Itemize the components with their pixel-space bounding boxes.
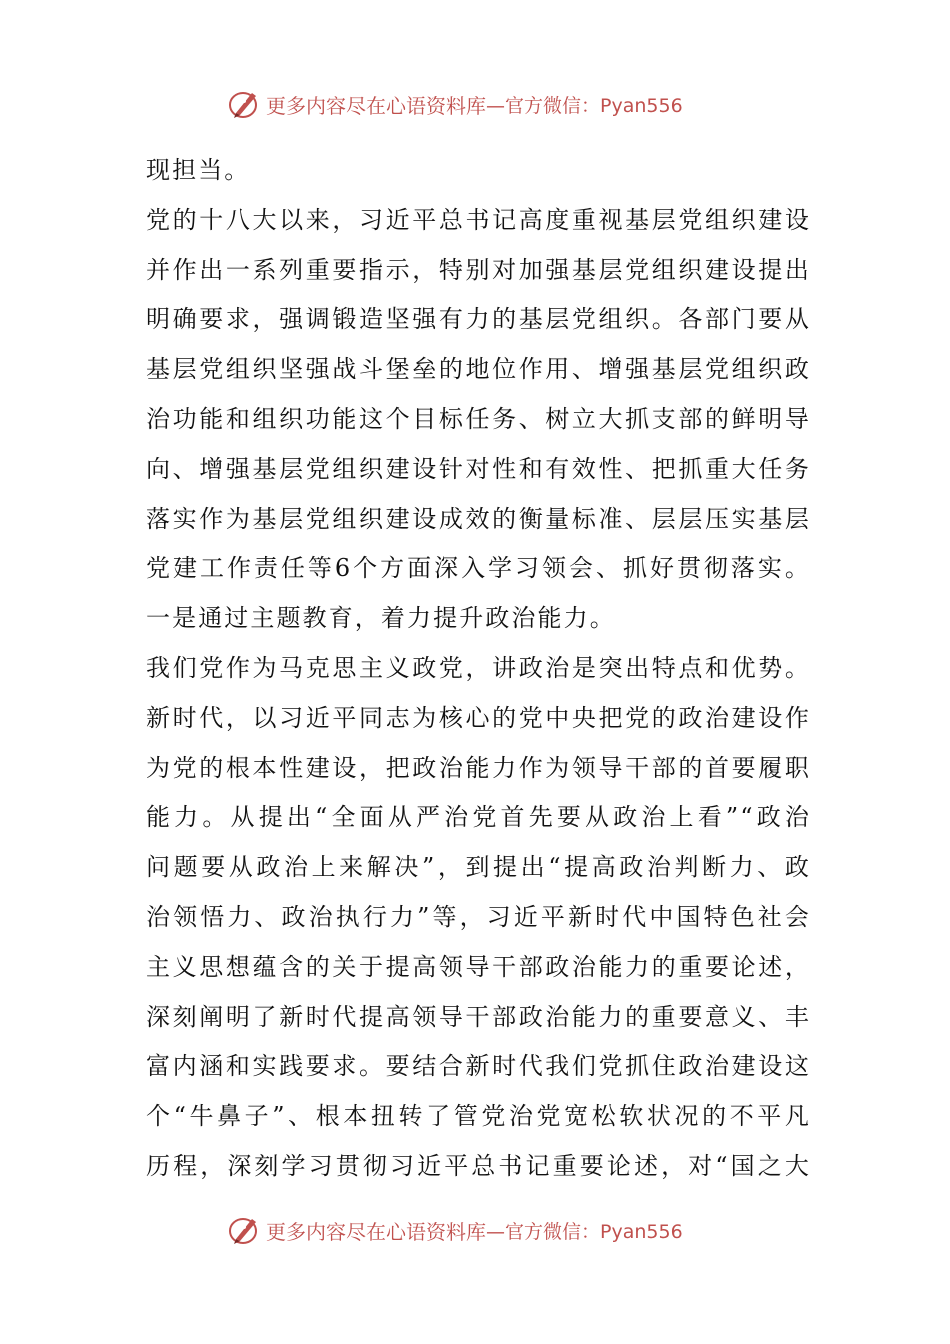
text-line: 党的十八大以来，习近平总书记高度重视基层党组织建设: [146, 205, 811, 234]
text-line: 问题要从政治上来解决”，到提出“提高政治判断力、政: [146, 853, 811, 882]
text-line: 党建工作责任等6个方面深入学习领会、抓好贯彻落实。: [146, 554, 811, 583]
text-line: 落实作为基层党组织建设成效的衡量标准、层层压实基层: [146, 504, 811, 533]
text-line: 历程，深刻学习贯彻习近平总书记重要论述，对“国之大: [146, 1151, 811, 1180]
text-line: 富内涵和实践要求。要结合新时代我们党抓住政治建设这: [146, 1052, 811, 1081]
text-line: 深刻阐明了新时代提高领导干部政治能力的重要意义、丰: [146, 1002, 811, 1031]
footer-watermark: [228, 1210, 748, 1250]
text-line: 明确要求，强调锻造坚强有力的基层党组织。各部门要从: [146, 305, 811, 334]
watermark-lead-text: 更多内容尽在心语资料库: [266, 93, 486, 118]
text-line: 为党的根本性建设，把政治能力作为领导干部的首要履职: [146, 753, 811, 782]
text-line: 治功能和组织功能这个目标任务、树立大抓支部的鲜明导: [146, 404, 811, 433]
text-line: 现担当。: [146, 156, 251, 184]
text-line: 治领悟力、政治执行力”等，习近平新时代中国特色社会: [146, 902, 811, 931]
text-line: 并作出一系列重要指示，特别对加强基层党组织建设提出: [146, 255, 811, 284]
document-body: [146, 146, 811, 1192]
watermark-tail-text: —官方微信：Pyan556: [486, 1220, 683, 1243]
text-line: 能力。从提出“全面从严治党首先要从政治上看”“政治: [146, 803, 811, 832]
text-line: 我们党作为马克思主义政党，讲政治是突出特点和优势。: [146, 653, 811, 682]
watermark-tail-text: —官方微信：Pyan556: [486, 94, 683, 117]
header-watermark: [228, 84, 748, 124]
text-line: 个“牛鼻子”、根本扭转了管党治党宽松软状况的不平凡: [146, 1102, 811, 1131]
section-heading: 一是通过主题教育，着力提升政治能力。: [146, 604, 616, 633]
text-line: 主义思想蕴含的关于提高领导干部政治能力的重要论述，: [146, 952, 811, 981]
pen-logo-icon: [228, 1213, 262, 1247]
watermark-lead-text: 更多内容尽在心语资料库: [266, 1219, 486, 1244]
text-line: 向、增强基层党组织建设针对性和有效性、把抓重大任务: [146, 454, 811, 483]
text-line: 基层党组织坚强战斗堡垒的地位作用、增强基层党组织政: [146, 355, 811, 384]
text-line: 新时代，以习近平同志为核心的党中央把党的政治建设作: [146, 703, 811, 732]
pen-logo-icon: [228, 87, 262, 121]
